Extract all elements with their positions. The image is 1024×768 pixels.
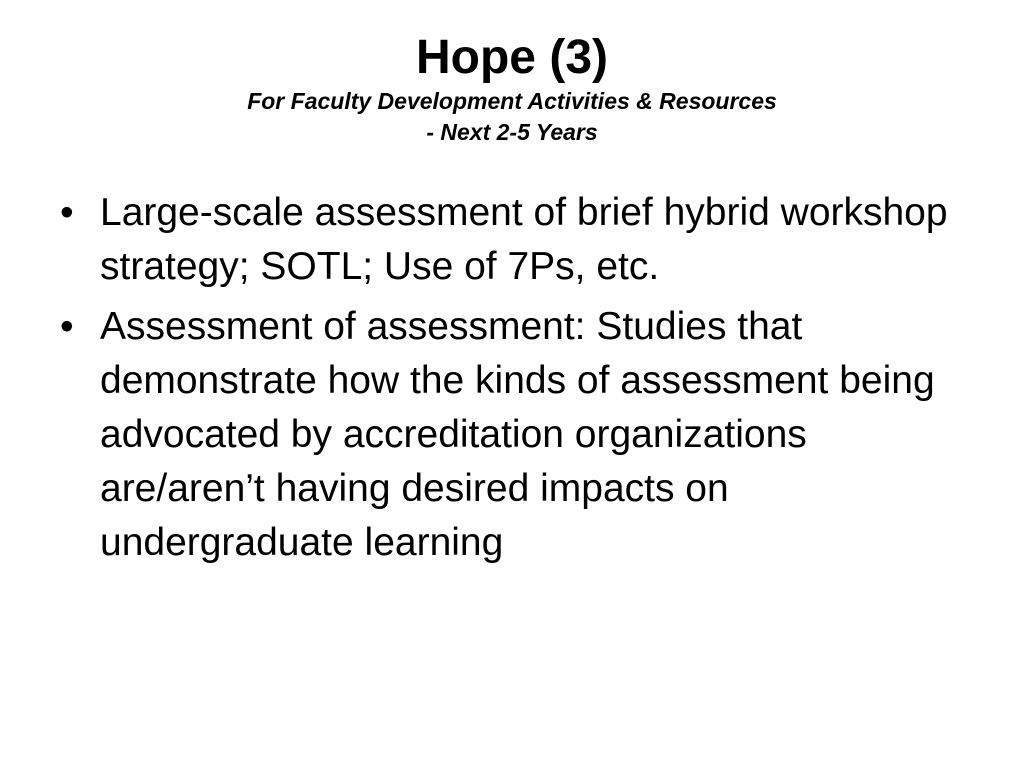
slide-subtitle-line-1: For Faculty Development Activities & Resources [247, 88, 777, 114]
slide-subtitle-line-2: - Next 2-5 Years [426, 119, 598, 145]
title-block [0, 30, 1024, 148]
bullet-text: Assessment of assessment: Studies that demonstrate how the kinds of assessment being advocated by accreditation organizations are/aren’t having desired impacts on undergraduate learning [100, 305, 935, 564]
bullet-item [58, 300, 978, 570]
bullet-item [58, 186, 978, 294]
bullet-icon: • [60, 305, 74, 348]
bullet-icon: • [60, 191, 74, 234]
slide-title: Hope (3) [416, 31, 608, 84]
bullet-list [58, 186, 978, 576]
bullet-text: Large-scale assessment of brief hybrid workshop strategy; SOTL; Use of 7Ps, etc. [100, 191, 948, 288]
